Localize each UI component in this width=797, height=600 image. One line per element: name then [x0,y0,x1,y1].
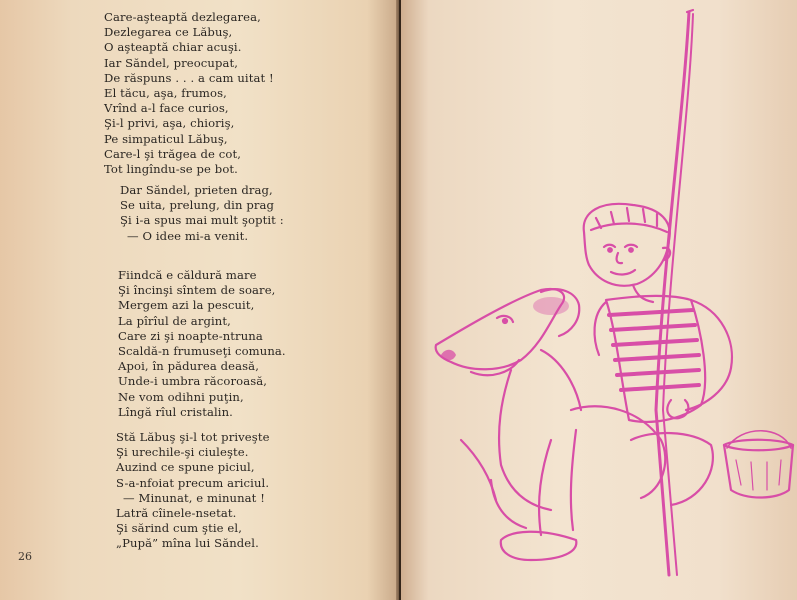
stanza-3 [118,268,286,420]
poem-line: Iar Săndel, preocupat, [104,55,239,70]
poem-line: O aşteaptă chiar acuşi. [104,40,242,55]
poem-line: Unde-i umbra răcoroasă, [118,374,268,389]
poem-line: Lîngă rîul cristalin. [118,404,233,419]
poem-line: Dar Săndel, prieten drag, [120,183,273,197]
stanza-4 [116,430,270,552]
poem-line: Care zi şi noapte-ntruna [118,328,263,343]
poem-line: Tot lingîndu-se pe bot. [104,162,238,177]
boy-and-dog-illustration [401,0,797,600]
poem-line: Dezlegarea ce Lăbuş, [104,25,233,40]
poem-line: Stă Lăbuş şi-l tot priveşte [116,430,270,444]
poem-line: Vrînd a-l face curios, [104,101,229,116]
poem-line: „Pupă” mîna lui Săndel. [116,536,259,551]
poem-line: Auzind ce spune piciul, [116,460,255,475]
poem-line: Apoi, în pădurea deasă, [118,359,259,374]
poem-line: Mergem azi la pescuit, [118,298,255,313]
poem-line: De răspuns . . . a cam uitat ! [104,70,274,85]
poem-line: Latră cîinele-nsetat. [116,506,237,521]
stanza-1 [104,10,274,177]
poem-line: Şi-l privi, aşa, chioriş, [104,116,235,131]
poem-line: La pîrîul de argint, [118,313,231,328]
poem-line: Care-l şi trăgea de cot, [104,146,242,161]
poem-line: S-a-nfoiat precum ariciul. [116,475,270,490]
poem-line: Se uita, prelung, din prag [120,198,275,213]
poem-line: Scaldă-n frumuseţi comuna. [118,344,286,359]
page-number: 26 [18,550,32,563]
poem-line: Fiindcă e căldură mare [118,268,257,282]
poem-line: El tăcu, aşa, frumos, [104,86,227,101]
right-page [401,0,797,600]
poem-line: Care-aşteaptă dezlegarea, [104,10,261,24]
fishing-rod [656,12,689,575]
poem-line: Şi sărind cum ştie el, [116,521,242,536]
poem-line: Pe simpaticul Lăbuş, [104,131,228,146]
poem-line: Şi încinşi sîntem de soare, [118,283,276,298]
poem-line: Şi urechile-şi ciuleşte. [116,445,249,460]
poem-line: — Minunat, e minunat ! [123,490,265,505]
stanza-2 [120,183,284,244]
poem-line: Ne vom odihni puţin, [118,389,244,404]
poem-line: — O idee mi-a venit. [127,228,249,243]
poem-line: Şi i-a spus mai mult şoptit : [120,213,284,228]
